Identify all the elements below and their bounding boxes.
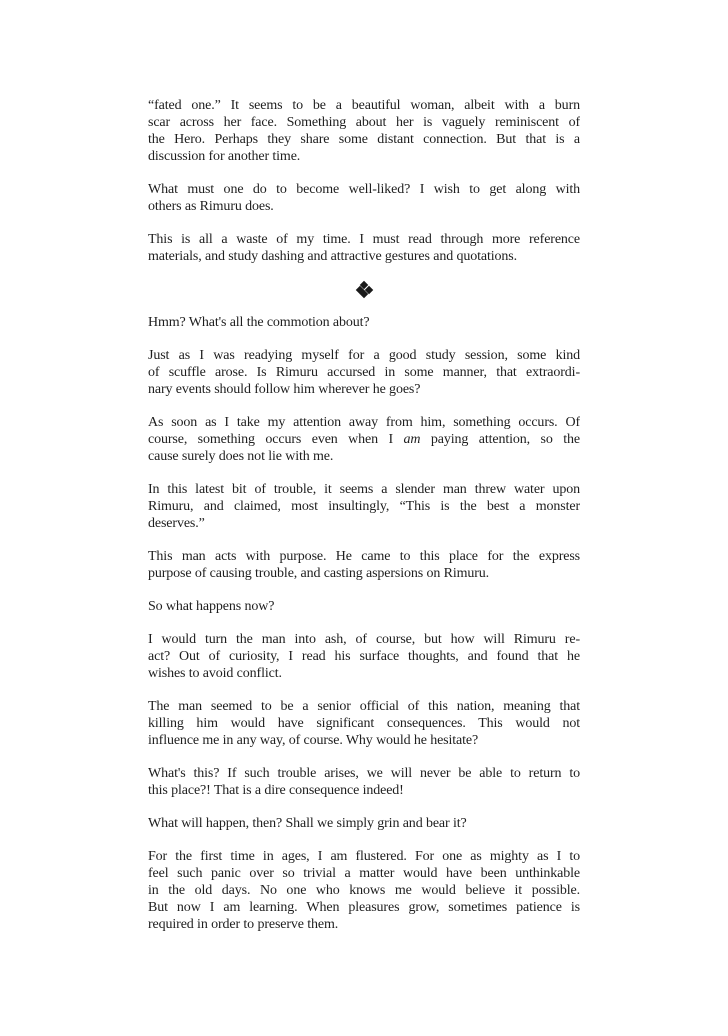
paragraph [148, 698, 580, 749]
text-line: cause surely does not lie with me. [148, 449, 334, 464]
text-line: “fated one.” It seems to be a beautiful woman, albeit with a burn [148, 98, 580, 113]
text-line: killing him would have significant consequences. This would not [148, 716, 580, 731]
paragraph [148, 181, 580, 215]
text-line: deserves.” [148, 516, 205, 531]
text-line: materials, and study dashing and attractive gestures and quotations. [148, 249, 517, 264]
text-segment: course, something occurs even when I [148, 432, 404, 447]
four-diamond-ornament-icon [357, 282, 372, 297]
page-content [148, 97, 580, 933]
text-line: wishes to avoid conflict. [148, 666, 282, 681]
text-line: But now I am learning. When pleasures grow, sometimes patience is [148, 900, 580, 915]
section-divider [148, 281, 580, 298]
text-line: feel such panic over so trivial a matter would have been unthinkable [148, 866, 580, 881]
text-line: Hmm? What's all the commotion about? [148, 315, 370, 330]
text-line: This man acts with purpose. He came to this place for the express [148, 549, 580, 564]
text-line: the Hero. Perhaps they share some distant connection. But that is a [148, 132, 580, 147]
paragraph [148, 631, 580, 682]
text-line: nary events should follow him wherever he goes? [148, 382, 421, 397]
text-line: scar across her face. Something about her is vaguely reminiscent of [148, 115, 580, 130]
paragraph [148, 347, 580, 398]
text-line: influence me in any way, of course. Why would he hesitate? [148, 733, 479, 748]
text-segment: paying attention, so the [420, 432, 580, 447]
text-line: others as Rimuru does. [148, 199, 274, 214]
text-line: What must one do to become well-liked? I wish to get along with [148, 182, 580, 197]
text-line: I would turn the man into ash, of course, but how will Rimuru re- [148, 632, 580, 647]
text-line: this place?! That is a dire consequence indeed! [148, 783, 404, 798]
text-line: of scuffle arose. Is Rimuru accursed in some manner, that extraordi- [148, 365, 580, 380]
text-line: required in order to preserve them. [148, 917, 339, 932]
text-line: Rimuru, and claimed, most insultingly, “This is the best a monster [148, 499, 580, 514]
emphasized-text: am [403, 432, 421, 447]
text-line: In this latest bit of trouble, it seems a slender man threw water upon [148, 482, 580, 497]
paragraph [148, 481, 580, 532]
text-line: purpose of causing trouble, and casting aspersions on Rimuru. [148, 566, 490, 581]
paragraph [148, 314, 580, 331]
paragraph [148, 815, 580, 832]
paragraph [148, 598, 580, 615]
text-line: This is all a waste of my time. I must read through more reference [148, 232, 580, 247]
text-line: For the first time in ages, I am flustered. For one as mighty as I to [148, 849, 580, 864]
text-line: Just as I was readying myself for a good study session, some kind [148, 348, 580, 363]
paragraph [148, 414, 580, 465]
text-line: What's this? If such trouble arises, we will never be able to return to [148, 766, 580, 781]
paragraph [148, 97, 580, 165]
paragraph [148, 848, 580, 933]
text-line: act? Out of curiosity, I read his surface thoughts, and found that he [148, 649, 580, 664]
paragraph [148, 548, 580, 582]
text-line [148, 431, 580, 448]
paragraph [148, 765, 580, 799]
paragraph [148, 231, 580, 265]
text-line: So what happens now? [148, 599, 275, 614]
text-line: The man seemed to be a senior official of this nation, meaning that [148, 699, 580, 714]
text-line: What will happen, then? Shall we simply grin and bear it? [148, 816, 467, 831]
text-line: in the old days. No one who knows me would believe it possible. [148, 883, 580, 898]
text-line: discussion for another time. [148, 149, 301, 164]
text-line: As soon as I take my attention away from him, something occurs. Of [148, 415, 580, 430]
